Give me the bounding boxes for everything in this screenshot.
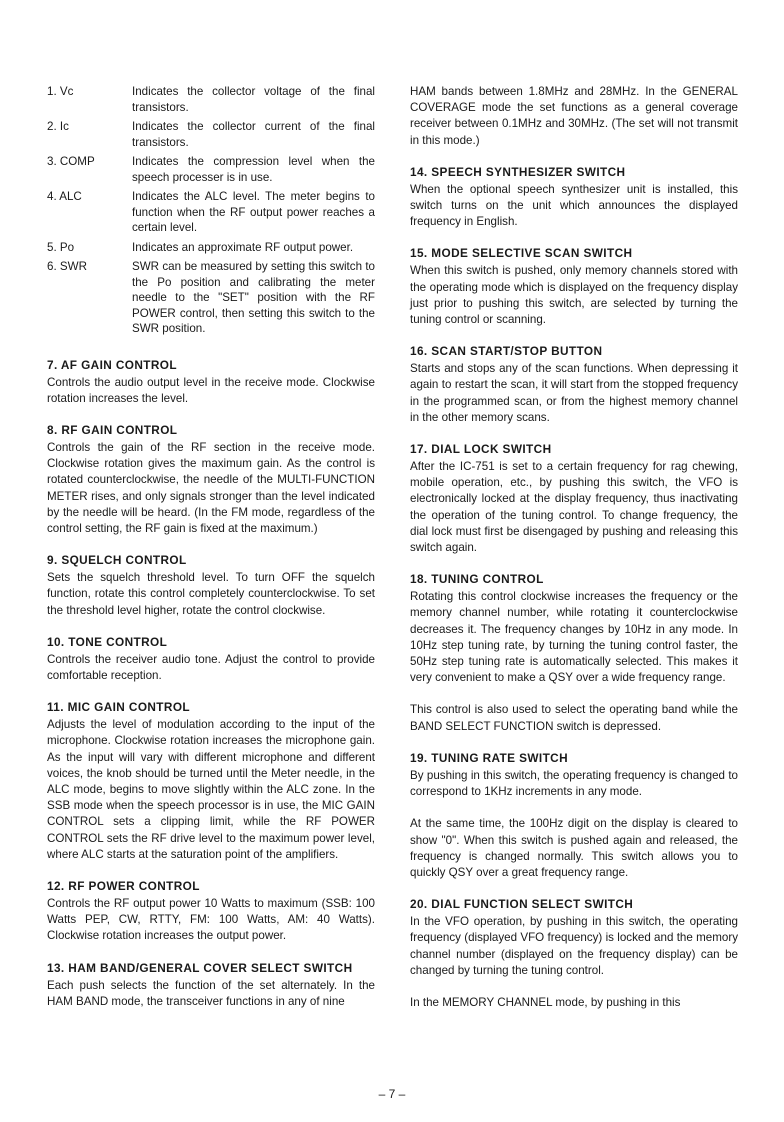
control-section [410, 441, 738, 556]
section-heading: 20. DIAL FUNCTION SELECT SWITCH [410, 897, 634, 912]
section-paragraph: Adjusts the level of modulation according to the input of the microphone. Clockwise rotation increases the microphone gain. As the input will vary with different microphone and different voices, the knob should be turned until the Meter needle, in the ALC mode, begins to move slightly within the ALC zone. In the SSB mode when the speech processor is in use, the MIC GAIN CONTROL sets a clipping limit, while the RF POWER CONTROL sets the RF drive level to the maximum power level, where ALC starts at the saturation point of the amplifiers. [47, 718, 375, 861]
section-paragraph: At the same time, the 100Hz digit on the display is cleared to show "0". When this switch is pushed again and released, the frequency is changed normally. This switch allows you to quickly QSY over a great frequency range. [410, 817, 738, 879]
section-paragraph: When this switch is pushed, only memory channels stored with the operating mode which is displayed on the frequency display just prior to pushing this switch, are selected by turning the tuning control or scanning. [410, 264, 738, 327]
control-section [47, 552, 375, 619]
section-paragraph: Each push selects the function of the set alternately. In the HAM BAND mode, the transceiver functions in any of nine [47, 978, 375, 1008]
section-heading: 15. MODE SELECTIVE SCAN SWITCH [410, 246, 633, 261]
control-section [47, 699, 375, 863]
section-heading: 19. TUNING RATE SWITCH [410, 750, 569, 765]
page-number: – 7 – [378, 1087, 406, 1101]
control-section [47, 634, 375, 684]
section-paragraph: When the optional speech synthesizer unit is installed, this switch turns on the unit which announces the displayed frequency in English. [410, 182, 738, 229]
control-section [410, 343, 738, 426]
meter-function-desc: Indicates the ALC level. The meter begins to function when the RF output power reaches a certain level. [132, 190, 375, 234]
section-paragraph: In the VFO operation, by pushing in this switch, the operating frequency (displayed VFO frequency) is locked and the memory channel number (displayed on the frequency display) can be changed by turning the tuning control. [410, 915, 738, 977]
meter-function-term: 6. SWR [47, 260, 87, 273]
section-paragraph: Controls the gain of the RF section in the receive mode. Clockwise rotation gives the maximum gain. As the control is rotated counterclockwise, the needle of the MULTI-FUNCTION METER rises, and only signals stronger than the level indicated by the needle will be heard. (In the FM mode, regardless of the control setting, the RF gain is fixed at the maximum.) [47, 440, 375, 535]
section-paragraph: Controls the audio output level in the receive mode. Clockwise rotation increases the level. [47, 375, 375, 405]
meter-function-term: 2. Ic [47, 120, 69, 133]
control-section [410, 571, 738, 735]
control-section [410, 750, 738, 881]
meter-function-row [47, 154, 375, 189]
section-heading: 9. SQUELCH CONTROL [47, 553, 187, 568]
section-heading: 7. AF GAIN CONTROL [47, 357, 177, 372]
section-heading: 10. TONE CONTROL [47, 634, 168, 649]
section-paragraph: After the IC-751 is set to a certain frequency for rag chewing, mobile operation, etc., by pushing this switch, the VFO is electronically locked at the display frequency, thus inactivating the operation of the tuning control. To change frequency, the dial lock must first be disengaged by pushing and releasing this switch again. [410, 460, 738, 555]
section-heading: 12. RF POWER CONTROL [47, 878, 200, 893]
meter-function-row [47, 189, 375, 240]
meter-function-row [47, 259, 375, 341]
meter-function-desc: Indicates the compression level when the speech processer is in use. [132, 155, 375, 184]
section-paragraph: This control is also used to select the operating band while the BAND SELECT FUNCTION switch is depressed. [410, 703, 738, 733]
control-section [410, 245, 738, 328]
meter-function-row [47, 119, 375, 154]
right-sections [410, 84, 738, 1011]
meter-function-row [47, 84, 375, 119]
control-section [410, 896, 738, 1011]
meter-function-desc: SWR can be measured by setting this switch to the Po position and calibrating the meter needle to the "SET" position with the RF POWER control, then setting this switch to the SWR position. [132, 260, 375, 335]
control-section [47, 960, 375, 1010]
section-paragraph: In the MEMORY CHANNEL mode, by pushing in this [410, 995, 681, 1009]
section-paragraph: HAM bands between 1.8MHz and 28MHz. In the GENERAL COVERAGE mode the set functions as a general coverage receiver between 0.1MHz and 30MHz. (The set will not transmit in this mode.) [410, 85, 738, 147]
meter-function-term: 3. COMP [47, 155, 95, 168]
section-heading: 18. TUNING CONTROL [410, 572, 544, 587]
control-section [47, 422, 375, 537]
section-paragraph: By pushing in this switch, the operating frequency is changed to correspond to 1KHz increments in any mode. [410, 768, 738, 799]
meter-function-term: 1. Vc [47, 85, 74, 98]
section-heading: 16. SCAN START/STOP BUTTON [410, 344, 603, 359]
section-paragraph: Controls the RF output power 10 Watts to maximum (SSB: 100 Watts PEP, CW, RTTY, FM: 100 Watts, AM: 40 Watts). Clockwise rotation increases the output power. [47, 896, 375, 943]
meter-function-row [47, 240, 375, 260]
left-column [47, 84, 375, 1025]
control-section [410, 164, 738, 231]
section-paragraph: Starts and stops any of the scan functions. When depressing it again to restart the scan, it will start from the stopped frequency in the programmed scan, or from the highest memory channel in the other memory scans. [410, 362, 738, 424]
meter-function-desc: Indicates an approximate RF output power. [132, 240, 354, 254]
meter-function-term: 4. ALC [47, 190, 82, 203]
meter-function-term: 5. Po [47, 240, 75, 254]
control-section [47, 357, 375, 407]
section-paragraph: Controls the receiver audio tone. Adjust the control to provide comfortable reception. [47, 652, 375, 682]
left-sections [47, 357, 375, 1010]
section-paragraph: Sets the squelch threshold level. To turn OFF the squelch function, rotate this control completely counterclockwise. To set the threshold level higher, rotate the control clockwise. [47, 571, 375, 617]
control-section [47, 878, 375, 945]
section-heading: 17. DIAL LOCK SWITCH [410, 442, 552, 457]
section-heading: 8. RF GAIN CONTROL [47, 422, 178, 437]
section-heading: 14. SPEECH SYNTHESIZER SWITCH [410, 164, 626, 179]
meter-function-desc: Indicates the collector voltage of the final transistors. [132, 85, 375, 114]
section-heading: 11. MIC GAIN CONTROL [47, 700, 191, 715]
right-column [410, 84, 738, 1026]
meter-function-list [47, 84, 375, 341]
control-section [410, 84, 738, 149]
section-paragraph: Rotating this control clockwise increases the frequency or the memory channel number, while rotating it counterclockwise decreases it. The frequency changes by 10Hz in any mode. In 10Hz step tuning rate, by turning the tuning control faster, the 50Hz step tuning rate is automatically selected. This makes it very convenient to make a QSY over a wide frequency range. [410, 590, 738, 685]
meter-function-desc: Indicates the collector current of the final transistors. [132, 120, 375, 149]
section-heading: 13. HAM BAND/GENERAL COVER SELECT SWITCH [47, 960, 353, 975]
